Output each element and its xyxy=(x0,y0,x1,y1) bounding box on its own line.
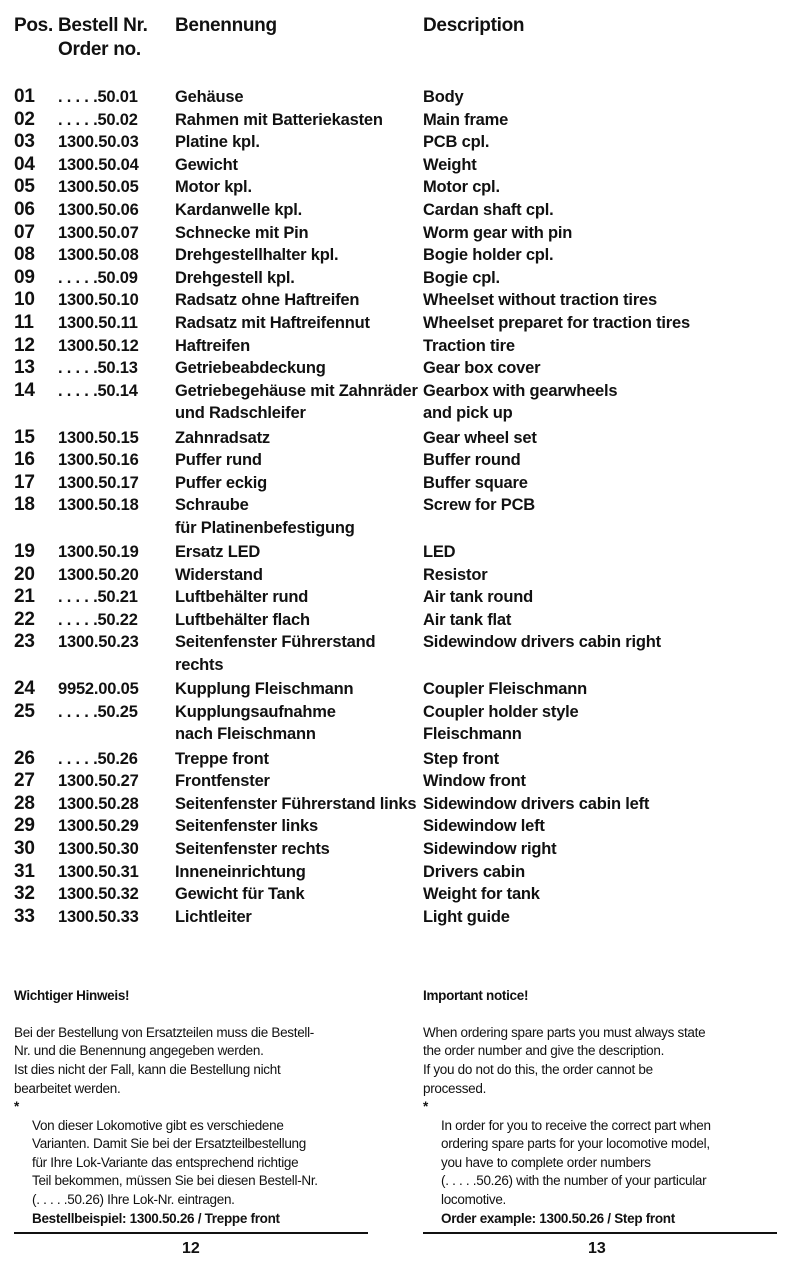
part-description-english: Sidewindow right xyxy=(423,840,557,859)
footnote-german-asterisk: * xyxy=(14,1099,19,1114)
table-row xyxy=(0,244,800,267)
part-pos: 32 xyxy=(14,883,35,905)
part-description-english: Gear wheel set xyxy=(423,428,537,447)
table-row xyxy=(0,199,800,222)
part-name-german: Lichtleiter xyxy=(175,907,252,926)
table-row xyxy=(0,222,800,245)
part-description-english: Sidewindow left xyxy=(423,817,545,836)
part-name-german: Kardanwelle kpl. xyxy=(175,200,303,219)
part-pos: 12 xyxy=(14,334,35,356)
part-pos: 28 xyxy=(14,792,35,814)
column-header-description: Description xyxy=(423,15,525,36)
table-row xyxy=(0,815,800,838)
part-description-english: Body xyxy=(423,88,464,106)
part-description-english: Buffer round xyxy=(423,451,521,470)
notice-english-title: Important notice! xyxy=(423,987,529,1003)
part-order-number: 9952.00.05 xyxy=(58,680,139,699)
part-order-number: 1300.50.08 xyxy=(58,246,139,265)
footer-rule-right xyxy=(423,1232,777,1234)
part-order-number: 1300.50.07 xyxy=(58,223,139,242)
part-name-german-line2: rechts xyxy=(175,656,224,675)
part-name-german: Drehgestell kpl. xyxy=(175,268,295,287)
table-row xyxy=(0,335,800,358)
part-pos: 24 xyxy=(14,678,35,700)
part-order-number: . . . . .50.02 xyxy=(58,110,138,129)
part-description-english: Motor cpl. xyxy=(423,178,500,197)
table-row xyxy=(0,357,800,380)
part-order-number: 1300.50.12 xyxy=(58,336,139,355)
part-pos: 05 xyxy=(14,176,35,198)
table-row xyxy=(0,564,800,587)
table-row xyxy=(0,883,800,906)
part-name-german: Radsatz ohne Haftreifen xyxy=(175,291,360,310)
part-description-english: Wheelset preparet for traction tires xyxy=(423,313,690,332)
table-row xyxy=(0,748,800,771)
table-row xyxy=(0,312,800,335)
part-description-english: Resistor xyxy=(423,565,488,584)
part-order-number: 1300.50.33 xyxy=(58,907,139,926)
table-row xyxy=(0,449,800,472)
notice-english-body: When ordering spare parts you must always state the order number and give the description. If you do not do this, the order cannot be processed. xyxy=(423,1024,706,1096)
part-pos: 11 xyxy=(14,311,34,333)
column-header-pos: Pos. xyxy=(14,15,53,36)
part-name-german: Haftreifen xyxy=(175,336,251,355)
part-pos: 16 xyxy=(14,449,35,471)
part-order-number: 1300.50.04 xyxy=(58,155,139,174)
part-pos: 18 xyxy=(14,494,35,516)
table-row xyxy=(0,906,800,929)
part-name-german: Treppe front xyxy=(175,749,269,768)
part-name-german: Gewicht xyxy=(175,155,238,174)
part-description-english: Weight for tank xyxy=(423,885,540,904)
part-order-number: 1300.50.28 xyxy=(58,794,139,813)
part-description-english: LED xyxy=(423,543,456,562)
table-row xyxy=(0,586,800,609)
part-description-english: Bogie cpl. xyxy=(423,268,500,287)
part-order-number: 1300.50.30 xyxy=(58,840,139,859)
part-description-english: PCB cpl. xyxy=(423,133,490,152)
part-name-german: Gehäuse xyxy=(175,88,244,106)
part-order-number: 1300.50.18 xyxy=(58,496,139,515)
part-pos: 17 xyxy=(14,471,35,493)
table-row xyxy=(0,154,800,177)
part-name-german: Schnecke mit Pin xyxy=(175,223,309,242)
part-pos: 31 xyxy=(14,860,35,882)
part-name-german: Platine kpl. xyxy=(175,133,260,152)
table-row xyxy=(0,541,800,564)
part-order-number: 1300.50.05 xyxy=(58,178,139,197)
part-name-german: Getriebegehäuse mit Zahnräder xyxy=(175,381,418,400)
parts-table xyxy=(0,86,800,928)
part-name-german: Getriebeabdeckung xyxy=(175,359,326,378)
page-number-right: 13 xyxy=(588,1240,606,1257)
part-description-english: Traction tire xyxy=(423,336,515,355)
part-name-german: Seitenfenster Führerstand xyxy=(175,633,376,652)
part-description-english: Window front xyxy=(423,772,526,791)
part-description-english: Gearbox with gearwheels xyxy=(423,381,618,400)
part-order-number: 1300.50.10 xyxy=(58,291,139,310)
part-order-number: 1300.50.15 xyxy=(58,428,139,447)
part-pos: 23 xyxy=(14,631,35,653)
footnote-english-asterisk: * xyxy=(423,1099,428,1114)
part-order-number: . . . . .50.01 xyxy=(58,88,138,106)
part-name-german: Radsatz mit Haftreifennut xyxy=(175,313,370,332)
footer-rule-left xyxy=(14,1232,368,1234)
part-pos: 13 xyxy=(14,357,35,379)
part-description-english: Worm gear with pin xyxy=(423,223,573,242)
part-order-number: 1300.50.17 xyxy=(58,473,139,492)
column-header-bestell-nr: Bestell Nr. xyxy=(58,15,148,36)
part-order-number: 1300.50.11 xyxy=(58,313,138,332)
part-name-german: Widerstand xyxy=(175,565,263,584)
part-name-german: Puffer rund xyxy=(175,451,262,470)
part-name-german: Inneneinrichtung xyxy=(175,862,306,881)
table-row xyxy=(0,494,800,541)
footnote-english-example: Order example: 1300.50.26 / Step front xyxy=(441,1210,675,1226)
part-description-english: Screw for PCB xyxy=(423,496,536,515)
part-name-german: Drehgestellhalter kpl. xyxy=(175,246,339,265)
part-name-german-line2: für Platinenbefestigung xyxy=(175,518,355,537)
part-pos: 04 xyxy=(14,153,35,175)
part-description-english: Main frame xyxy=(423,110,509,129)
part-description-english: Coupler Fleischmann xyxy=(423,680,587,699)
part-order-number: 1300.50.19 xyxy=(58,543,139,562)
part-description-english: Step front xyxy=(423,749,499,768)
table-row xyxy=(0,770,800,793)
part-name-german: Seitenfenster Führerstand links xyxy=(175,794,417,813)
part-description-english: Wheelset without traction tires xyxy=(423,291,657,310)
part-description-english: Light guide xyxy=(423,907,510,926)
column-header-benennung: Benennung xyxy=(175,15,277,36)
part-description-english: Sidewindow drivers cabin right xyxy=(423,633,661,652)
part-pos: 25 xyxy=(14,700,35,722)
page-number-left: 12 xyxy=(182,1240,200,1257)
notice-german-body: Bei der Bestellung von Ersatzteilen muss die Bestell- Nr. und die Benennung angegeben werden. Ist dies nicht der Fall, kann die Bestellung nicht bearbeitet werden. xyxy=(14,1024,315,1096)
part-pos: 19 xyxy=(14,541,35,563)
part-description-english: Drivers cabin xyxy=(423,862,525,881)
part-pos: 33 xyxy=(14,905,35,927)
table-row xyxy=(0,838,800,861)
part-description-english: Air tank flat xyxy=(423,610,512,629)
part-pos: 08 xyxy=(14,244,35,266)
part-description-english: Gear box cover xyxy=(423,359,541,378)
part-description-english: Cardan shaft cpl. xyxy=(423,200,554,219)
part-pos: 10 xyxy=(14,289,35,311)
part-description-english: Coupler holder style xyxy=(423,702,579,721)
part-description-english: Sidewindow drivers cabin left xyxy=(423,794,650,813)
part-order-number: 1300.50.06 xyxy=(58,200,139,219)
footnote-german-example: Bestellbeispiel: 1300.50.26 / Treppe front xyxy=(32,1210,280,1226)
part-name-german: Rahmen mit Batteriekasten xyxy=(175,110,383,129)
table-row xyxy=(0,609,800,632)
part-description-english: Buffer square xyxy=(423,473,528,492)
part-order-number: 1300.50.31 xyxy=(58,862,139,881)
part-name-german: Frontfenster xyxy=(175,772,270,791)
part-pos: 07 xyxy=(14,221,35,243)
table-row xyxy=(0,109,800,132)
part-order-number: . . . . .50.26 xyxy=(58,749,138,768)
part-name-german: Luftbehälter rund xyxy=(175,588,309,607)
part-order-number: . . . . .50.13 xyxy=(58,359,138,378)
part-description-english: Weight xyxy=(423,155,477,174)
part-order-number: . . . . .50.14 xyxy=(58,381,138,400)
part-pos: 29 xyxy=(14,815,35,837)
part-name-german: Motor kpl. xyxy=(175,178,252,197)
part-description-english-line2: and pick up xyxy=(423,404,513,423)
part-name-german: Puffer eckig xyxy=(175,473,268,492)
part-order-number: . . . . .50.25 xyxy=(58,702,138,721)
part-pos: 02 xyxy=(14,108,35,130)
part-pos: 09 xyxy=(14,266,35,288)
part-order-number: 1300.50.16 xyxy=(58,451,139,470)
footnote-german-body: Von dieser Lokomotive gibt es verschiedene Varianten. Damit Sie bei der Ersatzteilbestellung für Ihre Lok-Variante das entsprechend richtige Teil bekommen, müssen Sie bei diesen Bestell-Nr. (. . . . .50.26) Ihre Lok-Nr. eintragen. xyxy=(32,1117,318,1207)
part-name-german: Seitenfenster rechts xyxy=(175,840,330,859)
table-row xyxy=(0,86,800,109)
part-name-german: Seitenfenster links xyxy=(175,817,318,836)
part-pos: 21 xyxy=(14,586,35,608)
part-order-number: 1300.50.03 xyxy=(58,133,139,152)
table-row xyxy=(0,427,800,450)
table-row xyxy=(0,701,800,748)
notice-german xyxy=(14,968,394,1098)
notice-german-title: Wichtiger Hinweis! xyxy=(14,987,130,1003)
table-row xyxy=(0,380,800,427)
part-pos: 30 xyxy=(14,838,35,860)
part-name-german: Kupplung Fleischmann xyxy=(175,680,354,699)
part-pos: 03 xyxy=(14,131,35,153)
part-pos: 27 xyxy=(14,770,35,792)
part-order-number: 1300.50.20 xyxy=(58,565,139,584)
footnote-english-body: In order for you to receive the correct part when ordering spare parts for your locomotive model, you have to complete order numbers (. . . . .50.26) with the number of your particular locomotive. xyxy=(441,1117,711,1207)
column-header-order-no: Order no. xyxy=(58,39,141,60)
part-name-german: Gewicht für Tank xyxy=(175,885,305,904)
table-row xyxy=(0,793,800,816)
part-name-german: Zahnradsatz xyxy=(175,428,270,447)
table-row xyxy=(0,631,800,678)
part-pos: 20 xyxy=(14,563,35,585)
part-description-english: Bogie holder cpl. xyxy=(423,246,554,265)
notice-english xyxy=(423,968,783,1098)
table-row xyxy=(0,289,800,312)
part-description-english: Air tank round xyxy=(423,588,533,607)
part-name-german-line2: und Radschleifer xyxy=(175,404,306,423)
part-name-german: Luftbehälter flach xyxy=(175,610,310,629)
part-description-english-line2: Fleischmann xyxy=(423,725,522,744)
part-order-number: 1300.50.32 xyxy=(58,885,139,904)
part-pos: 01 xyxy=(14,86,35,107)
table-row xyxy=(0,131,800,154)
part-order-number: . . . . .50.21 xyxy=(58,588,138,607)
table-row xyxy=(0,678,800,701)
table-row xyxy=(0,472,800,495)
footnote-german xyxy=(14,1098,404,1226)
part-pos: 22 xyxy=(14,608,35,630)
footnote-english xyxy=(423,1098,793,1226)
part-order-number: . . . . .50.09 xyxy=(58,268,138,287)
part-pos: 14 xyxy=(14,379,35,401)
part-pos: 15 xyxy=(14,426,35,448)
table-row xyxy=(0,267,800,290)
part-order-number: 1300.50.29 xyxy=(58,817,139,836)
part-order-number: 1300.50.27 xyxy=(58,772,139,791)
part-name-german: Kupplungsaufnahme xyxy=(175,702,336,721)
part-name-german: Ersatz LED xyxy=(175,543,261,562)
part-order-number: 1300.50.23 xyxy=(58,633,139,652)
table-row xyxy=(0,861,800,884)
table-row xyxy=(0,176,800,199)
part-pos: 06 xyxy=(14,198,35,220)
part-pos: 26 xyxy=(14,747,35,769)
part-order-number: . . . . .50.22 xyxy=(58,610,138,629)
part-name-german-line2: nach Fleischmann xyxy=(175,725,316,744)
part-name-german: Schraube xyxy=(175,496,249,515)
